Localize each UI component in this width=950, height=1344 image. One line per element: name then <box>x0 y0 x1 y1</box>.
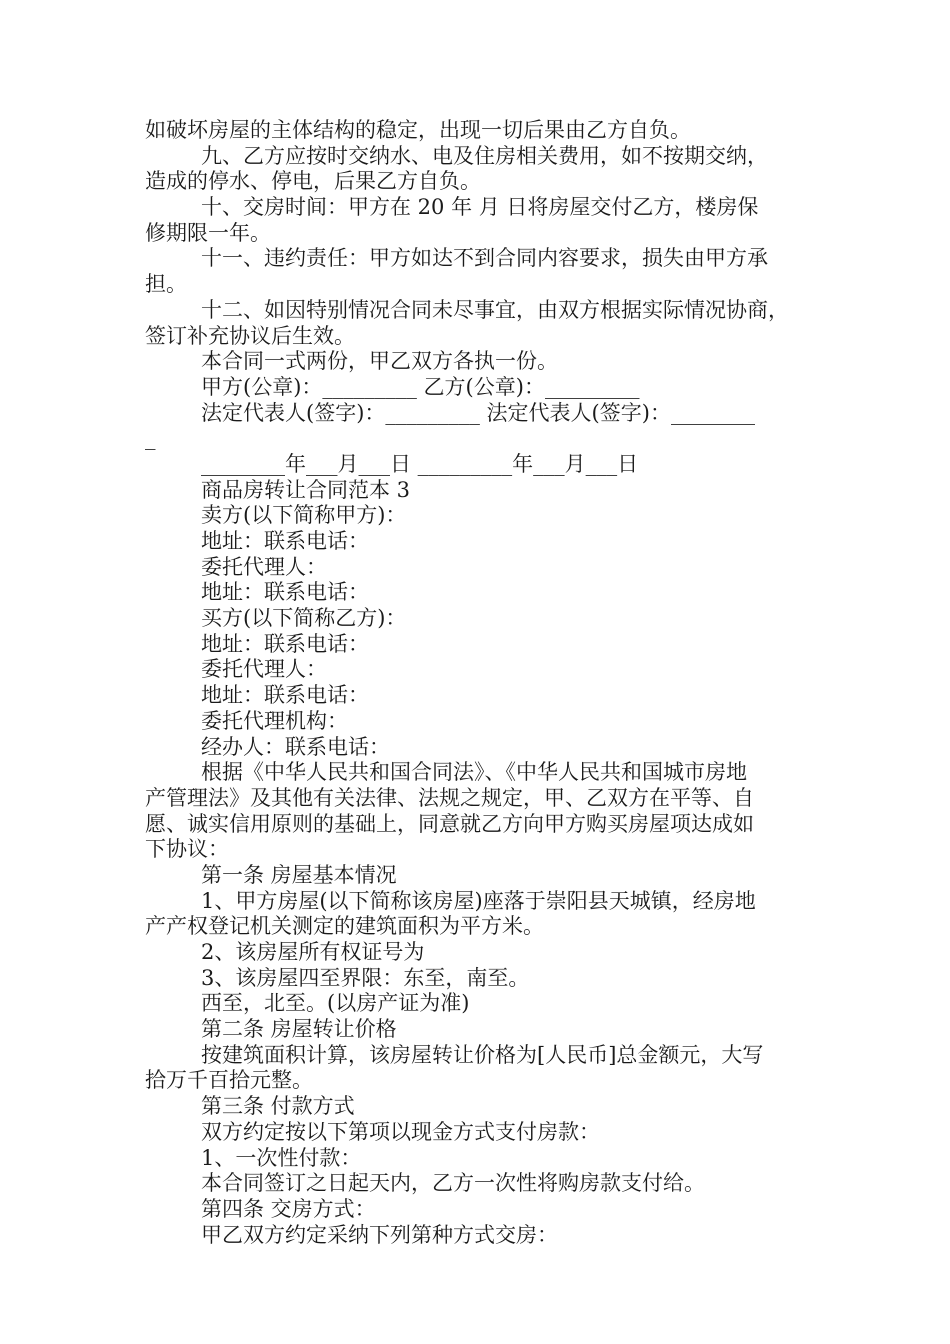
text-line: 2、该房屋所有权证号为 <box>201 940 425 964</box>
text-line: 地址：联系电话： <box>201 580 369 605</box>
section-title: 商品房转让合同范本 3 <box>201 477 411 502</box>
text-line: 拾万千百拾元整。 <box>145 1068 313 1093</box>
article-heading: 第二条 房屋转让价格 <box>201 1017 397 1042</box>
text-line: 修期限一年。 <box>145 220 271 245</box>
text-line: 双方约定按以下第项以现金方式支付房款： <box>201 1119 600 1144</box>
text-line: 买方(以下简称乙方)： <box>201 606 407 631</box>
text-line: 经办人：联系电话： <box>201 734 390 759</box>
article-heading: 第一条 房屋基本情况 <box>201 862 397 887</box>
text-line: 3、该房屋四至界限：东至，南至。 <box>201 965 530 990</box>
text-line: 地址：联系电话： <box>201 529 369 553</box>
text-line: 签订补充协议后生效。 <box>145 323 355 348</box>
text-line: 按建筑面积计算，该房屋转让价格为[人民币]总金额元，大写 <box>201 1042 764 1067</box>
text-line: 九、乙方应按时交纳水、电及住房相关费用，如不按期交纳， <box>201 143 768 168</box>
text-line: 本合同一式两份，甲乙双方各执一份。 <box>201 349 558 374</box>
text-line: 1、一次性付款： <box>201 1145 362 1170</box>
signature-line: 法定代表人(签字)：_________ 法定代表人(签字)：________ <box>201 400 755 425</box>
text-line: _ <box>145 426 156 451</box>
article-heading: 第三条 付款方式 <box>201 1094 355 1119</box>
text-line: 愿、诚实信用原则的基础上，同意就乙方向甲方购买房屋项达成如 <box>145 811 754 836</box>
text-line: 卖方(以下简称甲方)： <box>201 503 407 528</box>
text-line: 地址：联系电话： <box>201 631 369 656</box>
text-line: 甲乙双方约定采纳下列第种方式交房： <box>201 1222 558 1247</box>
text-line: 1、甲方房屋(以下简称该房屋)座落于崇阳县天城镇，经房地 <box>201 888 756 913</box>
text-line: 如破坏房屋的主体结构的稳定，出现一切后果由乙方自负。 <box>145 118 691 142</box>
date-line: ________年___月___日 _________年___月___日 <box>201 451 639 476</box>
document-body <box>145 118 815 1248</box>
text-line: 十、交房时间：甲方在 20 年 月 日将房屋交付乙方，楼房保 <box>201 195 759 220</box>
text-line: 产产权登记机关测定的建筑面积为平方米。 <box>145 914 544 939</box>
signature-line: 甲方(公章)：_________ 乙方(公章)：_________ <box>201 374 640 399</box>
text-line: 造成的停水、停电，后果乙方自负。 <box>145 169 481 194</box>
text-line: 担。 <box>145 272 187 297</box>
text-line: 根据《中华人民共和国合同法》、《中华人民共和国城市房地 <box>201 760 747 785</box>
text-line: 十一、违约责任：甲方如达不到合同内容要求，损失由甲方承 <box>201 246 768 271</box>
text-line: 下协议： <box>145 837 229 862</box>
text-line: 委托代理人： <box>201 554 327 579</box>
text-line: 十二、如因特别情况合同未尽事宜，由双方根据实际情况协商， <box>201 297 789 322</box>
text-line: 委托代理人： <box>201 657 327 682</box>
article-heading: 第四条 交房方式： <box>201 1196 376 1221</box>
text-line: 西至，北至。(以房产证为准) <box>201 991 470 1016</box>
text-line: 委托代理机构： <box>201 708 348 733</box>
text-line: 产管理法》及其他有关法律、法规之规定，甲、乙双方在平等、自 <box>145 785 754 810</box>
text-line: 地址：联系电话： <box>201 683 369 708</box>
text-line: 本合同签订之日起天内，乙方一次性将购房款支付给。 <box>201 1171 705 1196</box>
